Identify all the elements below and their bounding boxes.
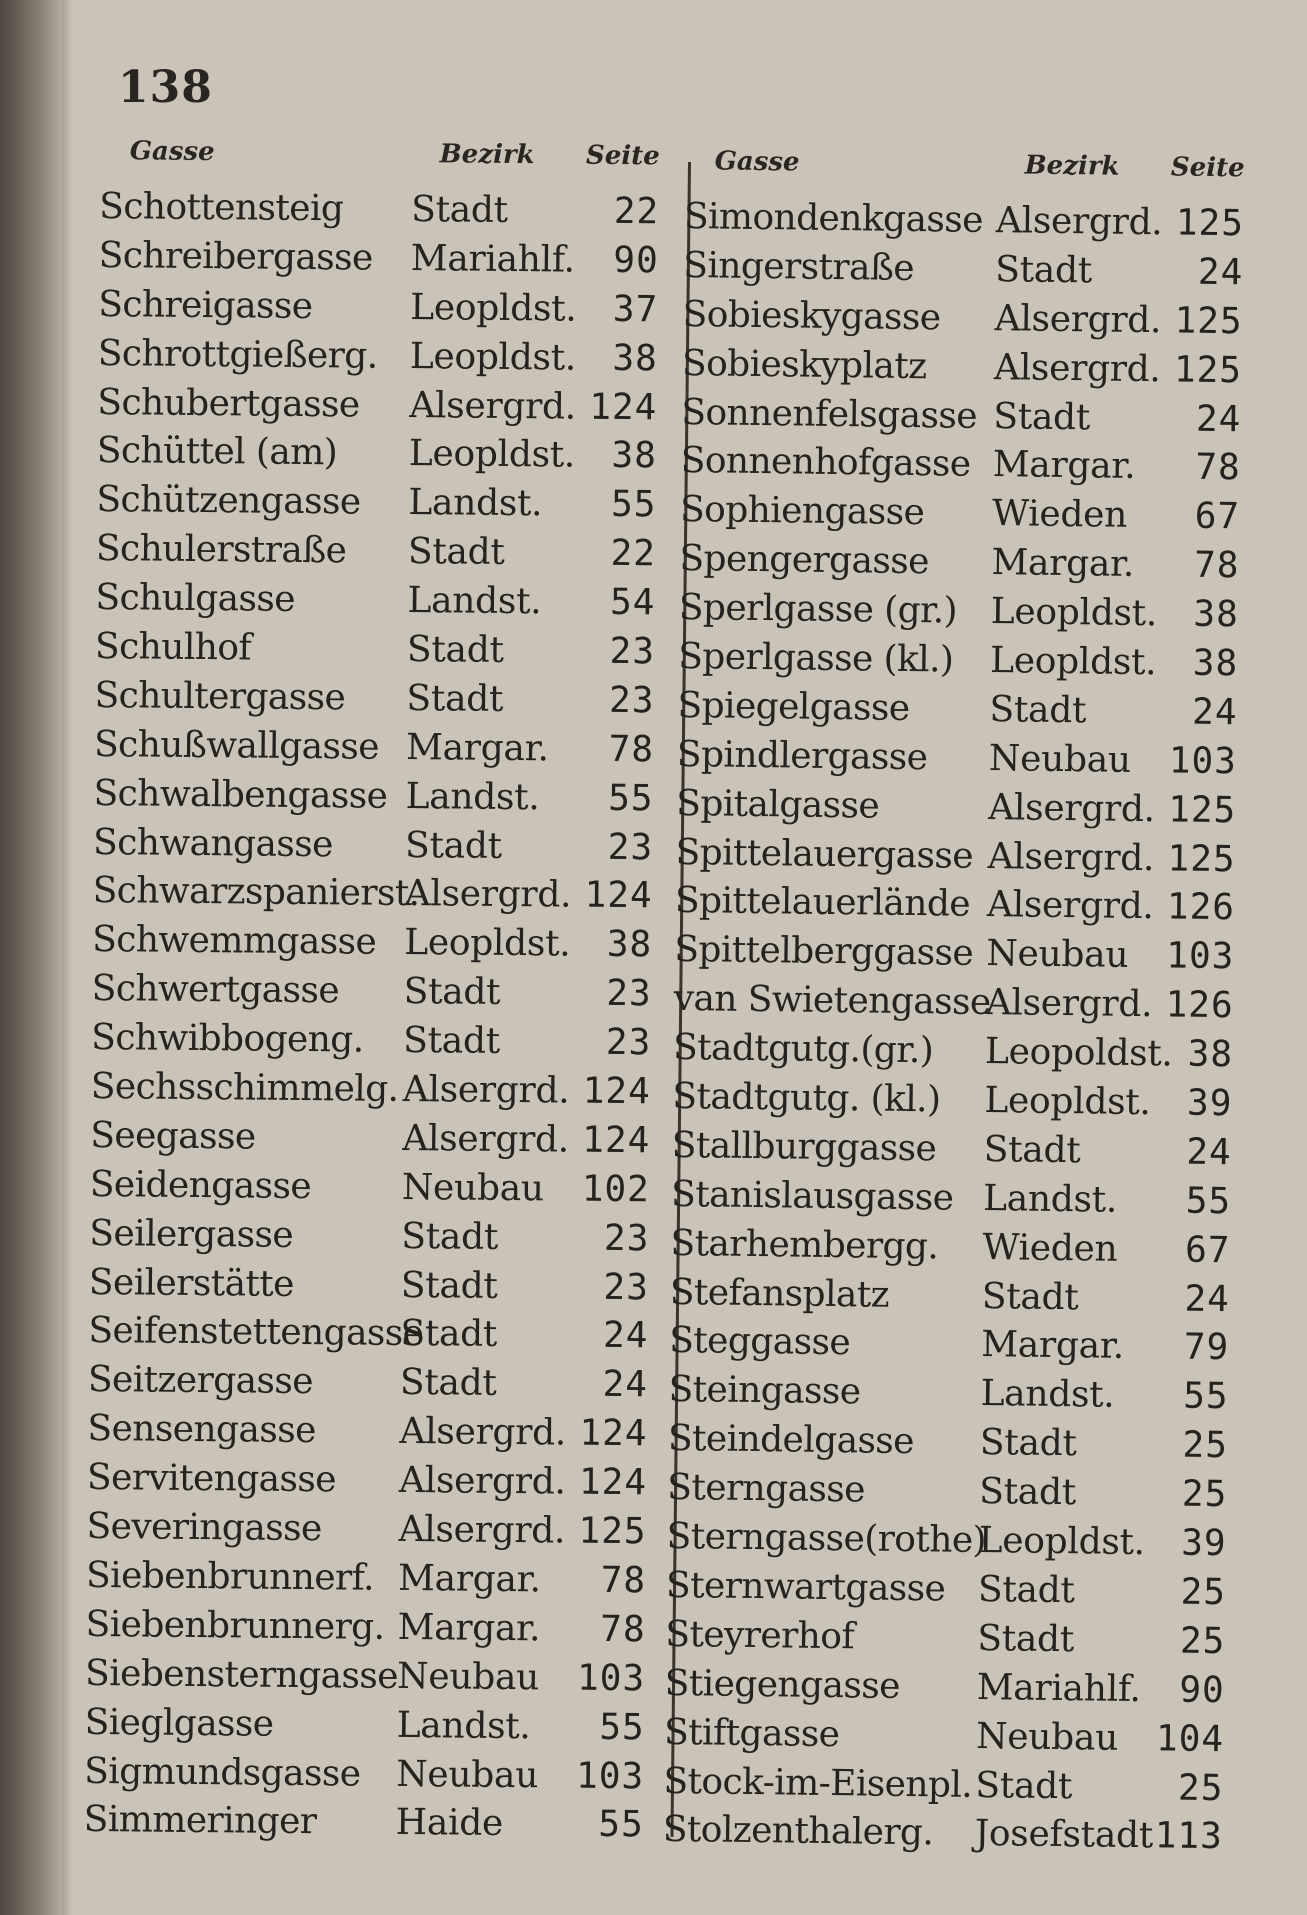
page-ref: 38	[1187, 1033, 1234, 1076]
district-name: Margar.	[991, 542, 1135, 586]
left-street-list	[84, 180, 660, 1848]
street-name: Seilergasse	[89, 1212, 294, 1256]
district-name: Stadt	[411, 188, 509, 231]
page-ref: 23	[609, 630, 656, 673]
street-name: Stallburggasse	[671, 1124, 937, 1170]
district-name: Landst.	[980, 1373, 1115, 1417]
street-entry	[95, 620, 655, 674]
street-entry	[682, 288, 1243, 344]
district-name: Neubau	[988, 737, 1132, 781]
street-name: Spittelberggasse	[674, 929, 974, 975]
district-name: Margar.	[397, 1606, 541, 1650]
street-name: Servitengasse	[86, 1457, 337, 1501]
district-name: Landst.	[982, 1177, 1118, 1221]
page-ref: 55	[598, 1804, 644, 1846]
page-ref: 67	[1194, 496, 1241, 538]
street-entry	[98, 327, 658, 381]
district-name: Stadt	[403, 1020, 501, 1063]
street-name: Stiegengasse	[664, 1662, 901, 1707]
street-entry	[96, 473, 656, 527]
street-entry	[666, 1559, 1227, 1615]
page-ref: 113	[1154, 1815, 1224, 1858]
street-name: Schwalbengasse	[93, 772, 388, 817]
page-ref: 25	[1182, 1424, 1229, 1467]
district-name: Haide	[395, 1802, 504, 1845]
street-name: Siebenbrunnerf.	[85, 1554, 375, 1599]
street-entry	[93, 767, 653, 821]
street-name: Seidengasse	[89, 1163, 312, 1207]
street-name: van Swietengasse	[673, 978, 991, 1024]
street-name: Stock-im-Eisenpl.	[663, 1760, 973, 1806]
street-name: Schwertgasse	[91, 968, 340, 1012]
district-name: Neubau	[986, 933, 1129, 977]
district-name: Leopldst.	[978, 1520, 1146, 1564]
page-ref: 103	[1166, 935, 1235, 978]
district-name: Alsergrd.	[987, 786, 1156, 830]
page-ref: 102	[581, 1168, 651, 1211]
street-entry	[89, 1207, 649, 1261]
district-name: Stadt	[406, 677, 504, 720]
district-name: Alsergrd.	[985, 982, 1153, 1026]
street-entry	[684, 190, 1245, 246]
street-entry	[668, 1412, 1229, 1468]
header-page: Seite	[585, 140, 660, 172]
street-entry	[670, 1265, 1231, 1321]
street-name: Schulgasse	[95, 577, 296, 621]
street-entry	[99, 180, 659, 234]
street-entry	[677, 679, 1238, 735]
right-column-header	[684, 138, 1245, 197]
page-ref: 54	[609, 582, 656, 624]
page-ref: 39	[1181, 1522, 1227, 1565]
street-name: Stefansplatz	[669, 1271, 890, 1316]
page-ref: 37	[612, 288, 659, 331]
page-ref: 124	[582, 1119, 651, 1162]
street-entry	[98, 278, 658, 332]
page-ref: 23	[607, 826, 654, 868]
street-entry	[86, 1549, 646, 1603]
street-entry	[663, 1754, 1224, 1810]
page-number: 138	[118, 62, 213, 113]
street-entry	[94, 718, 654, 772]
street-name: Schußwallgasse	[93, 723, 380, 768]
street-entry	[673, 972, 1234, 1028]
street-entry	[672, 1070, 1233, 1126]
district-name: Margar.	[397, 1557, 541, 1601]
street-name: Stadtgutg.(gr.)	[672, 1027, 934, 1072]
street-name: Schubertgasse	[97, 381, 360, 426]
street-entry	[97, 376, 657, 430]
street-name: Seegasse	[90, 1114, 256, 1158]
street-name: Severingasse	[86, 1505, 322, 1550]
district-name: Leopldst.	[403, 922, 571, 965]
street-name: Schwangasse	[92, 821, 333, 865]
header-page: Seite	[1170, 152, 1245, 184]
street-entry	[663, 1803, 1224, 1859]
district-name: Leopoldst.	[984, 1031, 1173, 1075]
street-name: Sigmundsgasse	[84, 1750, 361, 1795]
street-name: Sperlgasse (kl.)	[677, 635, 954, 681]
district-name: Wieden	[991, 493, 1128, 537]
street-name: Spiegelgasse	[677, 684, 910, 729]
district-name: Alsergrd.	[402, 1068, 570, 1112]
street-name: Schwemmgasse	[92, 919, 377, 964]
street-entry	[95, 571, 655, 625]
page-ref: 25	[1179, 1620, 1226, 1663]
street-entry	[679, 532, 1240, 588]
district-name: Stadt	[399, 1362, 497, 1405]
page-ref: 124	[582, 1070, 651, 1113]
district-name: Alsergrd.	[409, 384, 577, 428]
page-ref: 24	[1191, 691, 1238, 734]
street-entry	[94, 669, 654, 723]
street-entry	[97, 424, 657, 478]
district-name: Stadt	[407, 531, 505, 574]
district-name: Stadt	[404, 824, 502, 867]
street-name: Steingasse	[668, 1369, 861, 1413]
street-entry	[673, 1021, 1234, 1077]
street-name: Stiftgasse	[663, 1711, 840, 1755]
page-ref: 24	[602, 1315, 649, 1357]
page-ref: 23	[603, 1266, 650, 1308]
page-ref: 55	[610, 484, 657, 526]
street-name: Stolzenthalerg.	[662, 1809, 934, 1854]
street-entry	[680, 483, 1241, 539]
district-name: Stadt	[979, 1422, 1077, 1465]
street-entry	[87, 1451, 647, 1505]
page-ref: 125	[1175, 202, 1245, 245]
street-name: Singerstraße	[683, 244, 915, 289]
street-entry	[667, 1461, 1228, 1517]
street-entry	[670, 1217, 1231, 1273]
page-ref: 24	[1186, 1131, 1233, 1174]
page-ref: 78	[600, 1559, 647, 1602]
district-name: Alsergrd.	[986, 884, 1154, 928]
district-name: Alsergrd.	[404, 873, 572, 917]
page-ref: 38	[1192, 642, 1239, 685]
street-entry	[93, 816, 653, 870]
street-entry	[91, 1060, 651, 1114]
page-ref: 55	[1185, 1180, 1232, 1223]
district-name: Alsergrd.	[398, 1508, 566, 1552]
page-ref: 79	[1183, 1327, 1230, 1369]
page-ref: 25	[1180, 1571, 1227, 1614]
district-name: Alsergrd.	[994, 297, 1162, 342]
street-entry	[92, 864, 652, 918]
street-entry	[88, 1304, 648, 1358]
page-ref: 24	[1197, 251, 1244, 294]
street-name: Schreigasse	[98, 283, 313, 327]
district-name: Leopldst.	[989, 640, 1157, 684]
street-entry	[90, 1158, 650, 1212]
street-name: Seilerstätte	[88, 1261, 295, 1305]
street-name: Schulhof	[94, 625, 252, 669]
district-name: Leopldst.	[409, 335, 577, 379]
book-binding	[0, 0, 62, 1915]
street-entry	[668, 1363, 1229, 1419]
page-ref: 125	[578, 1510, 647, 1553]
district-name: Leopldst.	[984, 1080, 1151, 1124]
header-street: Gasse	[714, 146, 800, 178]
page-ref: 55	[1182, 1376, 1229, 1418]
street-entry	[678, 630, 1239, 686]
street-name: Spitalgasse	[676, 782, 880, 827]
left-column-header	[100, 128, 660, 185]
street-entry	[84, 1744, 644, 1798]
street-name: Schwibbogeng.	[91, 1017, 364, 1061]
district-name: Neubau	[396, 1753, 539, 1796]
district-name: Leopldst.	[990, 591, 1158, 635]
street-name: Sensengasse	[87, 1408, 316, 1452]
page-ref: 23	[608, 679, 655, 722]
street-name: Sobieskygasse	[682, 293, 941, 339]
street-name: Sonnenfelsgasse	[681, 391, 978, 437]
page-ref: 124	[584, 875, 653, 917]
header-district: Bezirk	[1024, 150, 1120, 182]
street-entry	[675, 874, 1236, 930]
header-district: Bezirk	[439, 139, 535, 171]
street-name: Simondenkgasse	[683, 195, 984, 241]
page-ref: 78	[1195, 447, 1241, 489]
street-entry	[88, 1353, 648, 1407]
page-ref: 38	[1193, 593, 1240, 636]
street-name: Spittelauerlände	[674, 880, 971, 926]
street-name: Stadtgutg. (kl.)	[672, 1075, 941, 1121]
page-ref: 78	[608, 728, 655, 771]
district-name: Stadt	[981, 1275, 1079, 1318]
district-name: Margar.	[405, 726, 549, 770]
street-name: Sterngasse	[667, 1467, 866, 1511]
street-name: Sophiengasse	[679, 489, 925, 534]
page-ref: 22	[610, 533, 657, 575]
district-name: Mariahlf.	[410, 237, 575, 281]
street-entry	[682, 337, 1243, 393]
district-name: Stadt	[406, 628, 504, 671]
district-name: Landst.	[408, 482, 543, 525]
district-name: Neubau	[396, 1655, 540, 1699]
street-entry	[665, 1608, 1226, 1664]
page-ref: 23	[603, 1217, 650, 1260]
district-name: Margar.	[992, 444, 1136, 488]
page-ref: 90	[613, 239, 659, 282]
street-name: Sechsschimmelg.	[90, 1065, 399, 1110]
page-ref: 22	[613, 190, 660, 233]
street-entry	[96, 522, 656, 576]
street-name: Seitzergasse	[87, 1359, 314, 1403]
header-street: Gasse	[129, 136, 215, 168]
district-name: Alsergrd.	[993, 346, 1161, 390]
street-entry	[85, 1598, 645, 1652]
street-entry	[86, 1500, 646, 1554]
page-ref: 124	[579, 1412, 648, 1455]
page-ref: 125	[1167, 789, 1237, 831]
district-name: Stadt	[400, 1313, 498, 1356]
district-name: Stadt	[403, 971, 501, 1014]
street-name: Steindelgasse	[667, 1418, 915, 1463]
page-ref: 55	[599, 1706, 645, 1748]
street-entry	[671, 1168, 1232, 1224]
district-name: Stadt	[989, 688, 1087, 732]
street-name: Siebensterngasse	[84, 1652, 399, 1697]
street-name: Seifenstettengasse	[88, 1310, 424, 1355]
left-column	[84, 128, 660, 1848]
street-entry	[683, 239, 1244, 295]
street-entry	[85, 1647, 645, 1701]
page-ref: 38	[606, 924, 653, 966]
street-name: Sperlgasse (gr.)	[678, 587, 958, 632]
street-entry	[664, 1705, 1225, 1761]
page-ref: 124	[578, 1461, 648, 1504]
street-name: Siebenbrunnerg.	[85, 1603, 385, 1648]
street-name: Schüttel (am)	[96, 430, 338, 474]
street-name: Sternwartgasse	[665, 1564, 946, 1610]
district-name: Stadt	[977, 1568, 1075, 1612]
district-name: Alsergrd.	[399, 1411, 567, 1454]
street-name: Schützengasse	[96, 479, 361, 523]
page-ref: 38	[612, 337, 659, 380]
right-street-list	[663, 190, 1245, 1859]
right-column	[663, 138, 1245, 1859]
page-ref: 23	[606, 973, 652, 1015]
district-name: Leopldst.	[410, 286, 577, 330]
street-name: Starhembergg.	[670, 1222, 939, 1268]
page-ref: 24	[602, 1364, 649, 1406]
street-entry	[676, 777, 1237, 833]
district-name: Margar.	[980, 1324, 1125, 1368]
district-name: Alsergrd.	[995, 200, 1163, 244]
page-gutter	[62, 0, 72, 1915]
page-ref: 104	[1155, 1717, 1225, 1760]
street-entry	[92, 913, 652, 967]
district-name: Stadt	[401, 1215, 499, 1258]
page-ref: 24	[1184, 1278, 1231, 1320]
street-entry	[675, 826, 1236, 882]
street-name: Simmeringer	[83, 1799, 317, 1843]
district-name: Alsergrd.	[987, 835, 1155, 879]
page-ref: 25	[1181, 1473, 1228, 1516]
street-name: Steggasse	[668, 1320, 851, 1364]
district-name: Landst.	[405, 775, 540, 818]
district-name: Stadt	[400, 1264, 498, 1307]
page-ref: 78	[1193, 544, 1240, 587]
street-entry	[669, 1314, 1230, 1370]
street-entry	[664, 1657, 1225, 1713]
district-name: Stadt	[995, 248, 1093, 292]
district-name: Neubau	[975, 1715, 1119, 1759]
street-entry	[84, 1696, 644, 1750]
street-entry	[87, 1402, 647, 1456]
page-ref: 78	[600, 1608, 646, 1651]
district-name: Landst.	[396, 1704, 531, 1747]
district-name: Stadt	[977, 1617, 1075, 1661]
street-name: Schultergasse	[94, 674, 346, 719]
street-entry	[91, 1011, 651, 1065]
street-name: Spindlergasse	[676, 733, 928, 779]
street-entry	[92, 962, 652, 1016]
street-name: Spittelauergasse	[675, 831, 974, 877]
page-ref: 124	[589, 386, 658, 428]
street-entry	[677, 728, 1238, 784]
street-entry	[99, 229, 659, 283]
district-name: Alsergrd.	[398, 1460, 566, 1503]
district-name: Leopldst.	[408, 433, 576, 477]
street-name: Sterngasse(rothe)	[666, 1515, 987, 1562]
page-ref: 125	[1173, 349, 1243, 391]
street-entry	[90, 1109, 650, 1163]
street-entry	[674, 923, 1235, 979]
page-ref: 103	[1168, 740, 1238, 783]
district-name: Wieden	[982, 1226, 1118, 1270]
district-name: Landst.	[407, 580, 542, 623]
district-name: Stadt	[975, 1764, 1073, 1807]
street-entry	[672, 1119, 1233, 1175]
page-ref: 125	[1167, 837, 1236, 880]
street-entry	[89, 1256, 649, 1310]
page-ref: 24	[1195, 398, 1242, 440]
district-name: Josefstadt	[974, 1813, 1154, 1857]
page-ref: 103	[575, 1755, 645, 1797]
street-name: Steyrerhof	[665, 1613, 855, 1658]
street-entry	[680, 434, 1241, 490]
page-ref: 103	[576, 1657, 646, 1700]
district-name: Stadt	[979, 1471, 1077, 1514]
street-entry	[679, 581, 1240, 637]
page-ref: 38	[611, 435, 658, 477]
street-entry	[681, 386, 1242, 442]
street-name: Spengergasse	[679, 538, 930, 583]
page-ref: 67	[1184, 1229, 1231, 1271]
page-ref: 126	[1165, 984, 1234, 1027]
street-name: Sobieskyplatz	[681, 342, 927, 387]
street-name: Sonnenhofgasse	[680, 440, 971, 486]
page-ref: 39	[1186, 1082, 1233, 1125]
street-name: Schwarzspanierst.	[92, 870, 420, 915]
district-name: Stadt	[993, 395, 1091, 438]
street-name: Schrottgießerg.	[97, 332, 378, 377]
district-name: Alsergrd.	[402, 1117, 570, 1161]
page-ref: 55	[608, 777, 654, 820]
district-name: Mariahlf.	[976, 1666, 1142, 1710]
page-ref: 126	[1166, 886, 1236, 929]
street-entry	[84, 1793, 644, 1847]
district-name: Stadt	[983, 1128, 1081, 1172]
street-name: Schreibergasse	[98, 234, 373, 279]
district-name: Neubau	[401, 1166, 544, 1210]
street-name: Stanislausgasse	[670, 1173, 954, 1219]
page-ref: 125	[1174, 300, 1243, 343]
page-ref: 90	[1179, 1669, 1225, 1711]
street-name: Schottensteig	[99, 185, 344, 230]
street-entry	[666, 1510, 1227, 1566]
street-name: Sieglgasse	[84, 1701, 274, 1745]
street-name: Schulerstraße	[95, 528, 347, 572]
page-ref: 23	[605, 1022, 652, 1064]
page-ref: 25	[1177, 1767, 1224, 1809]
